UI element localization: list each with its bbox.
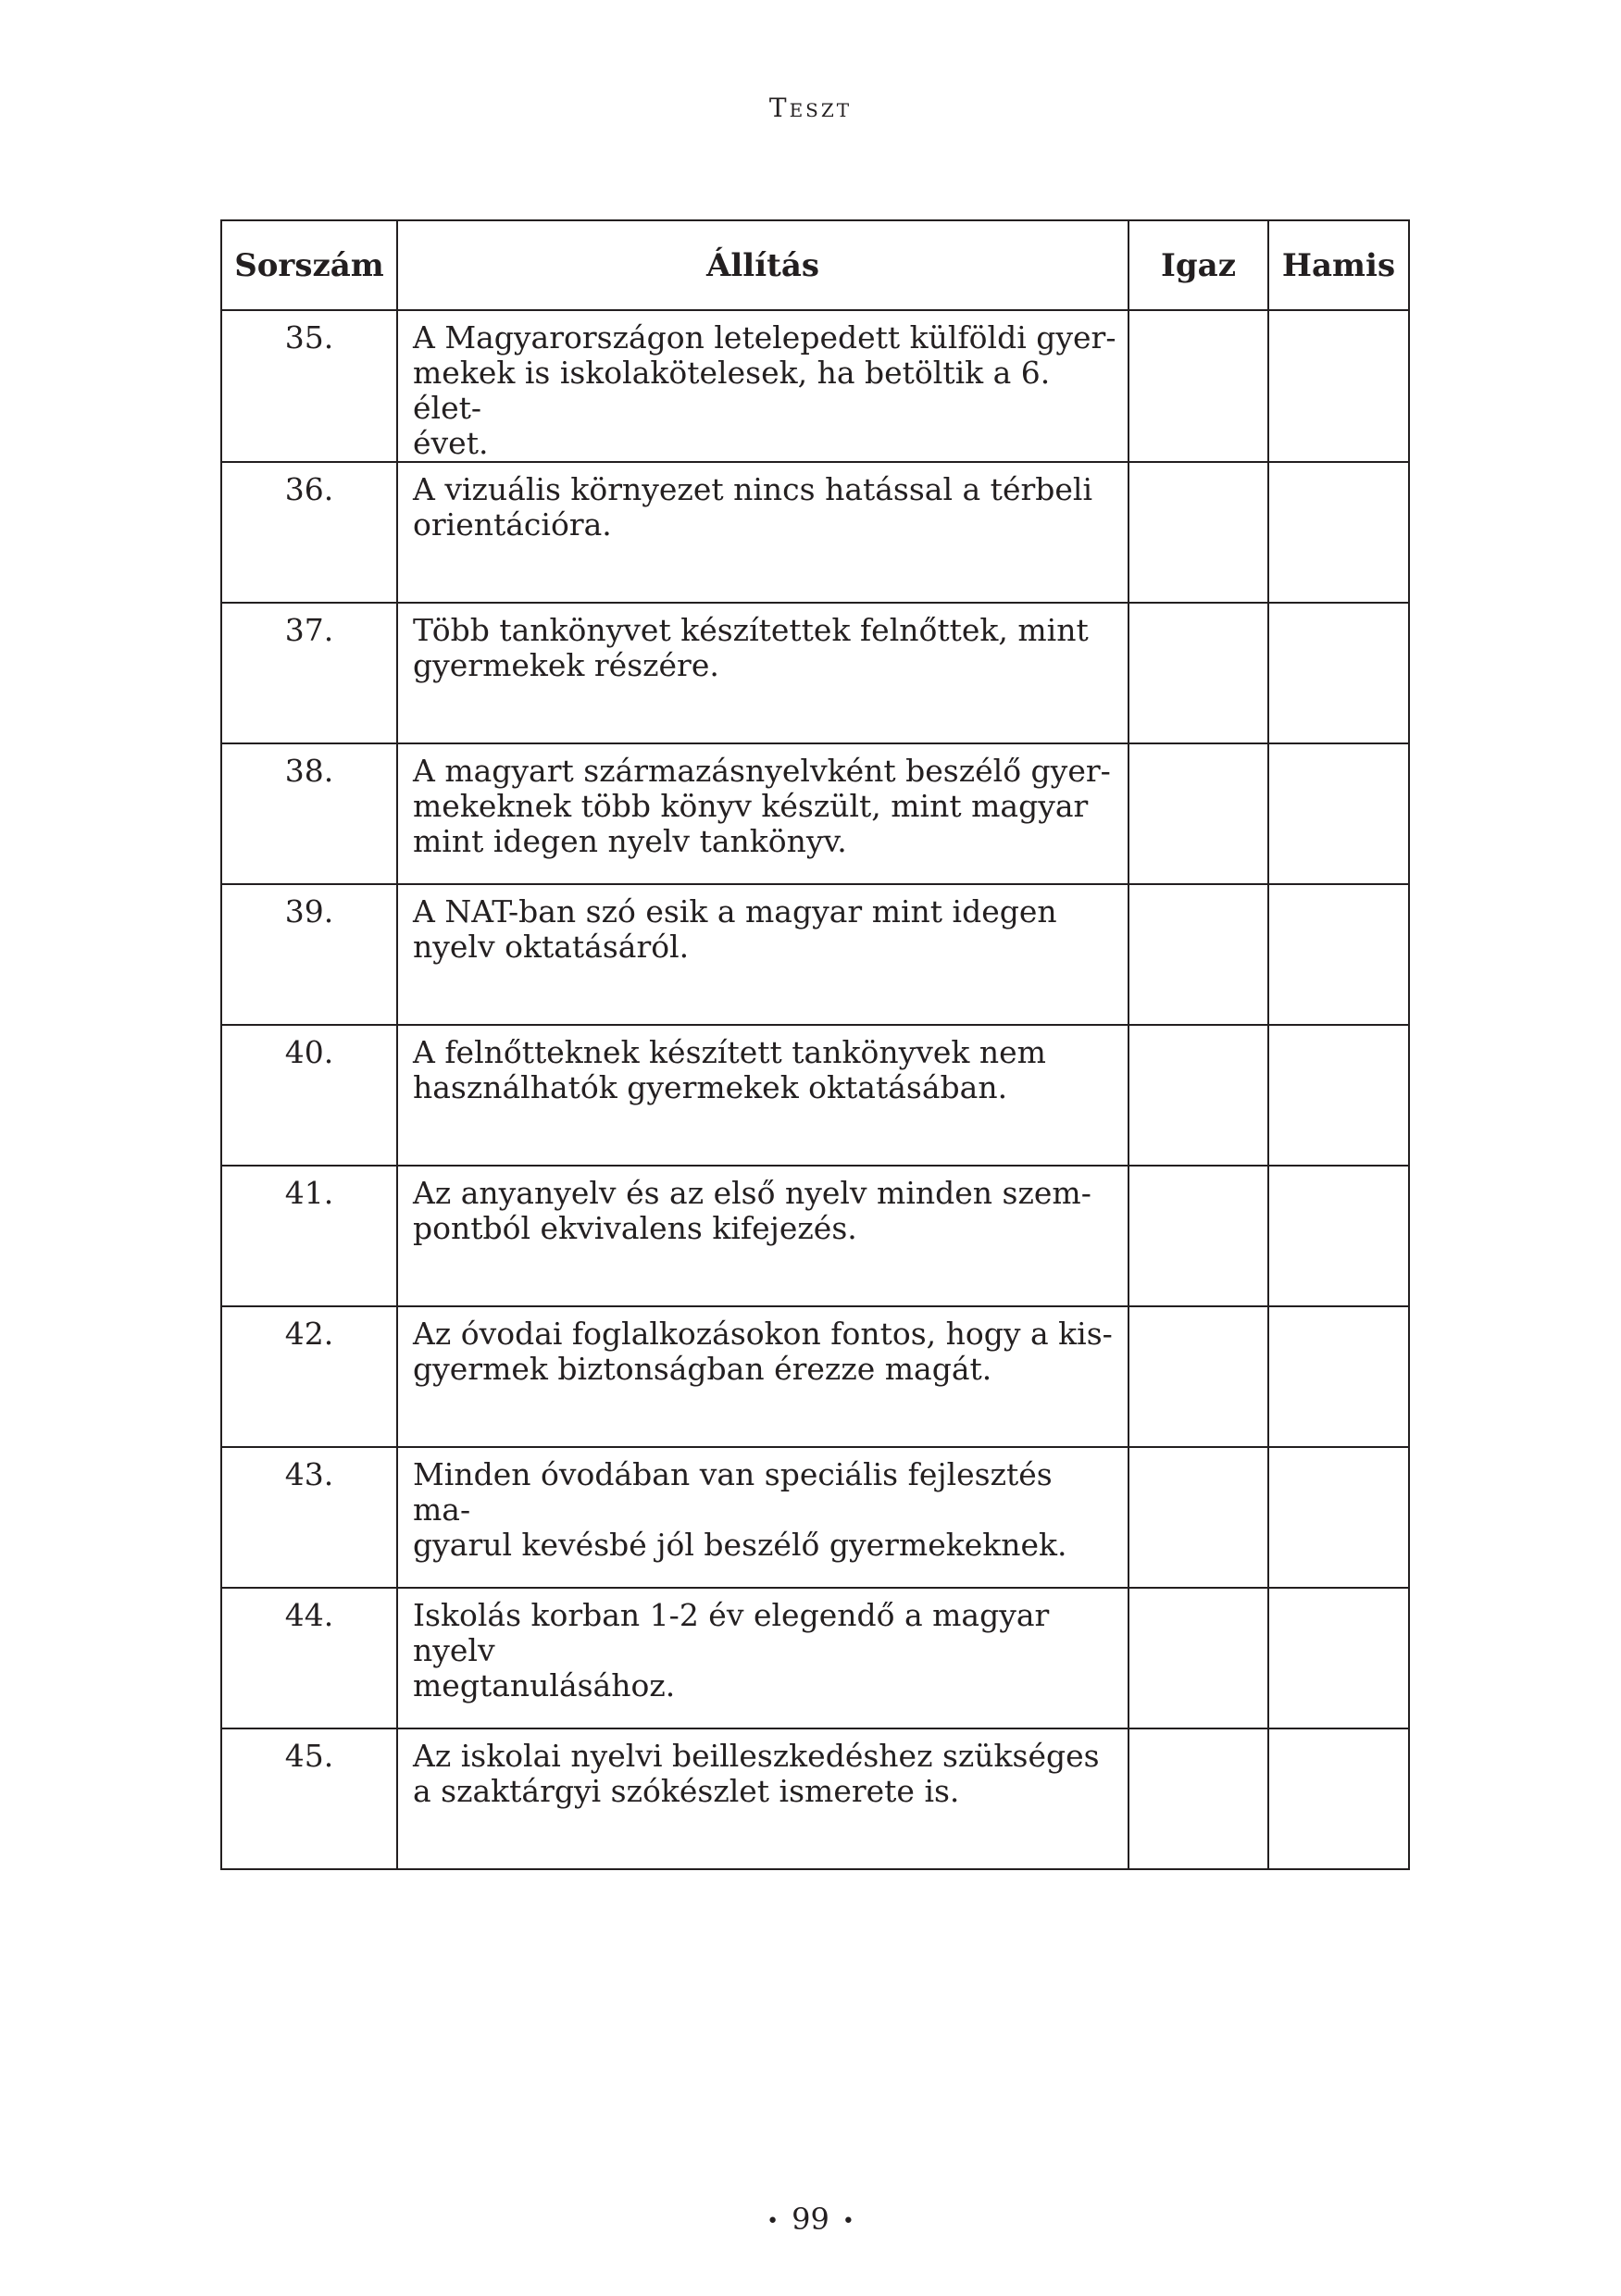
bullet-ornament-left: • <box>767 2210 779 2233</box>
answer-false-cell[interactable] <box>1268 310 1409 462</box>
item-number: 35. <box>221 310 397 462</box>
item-number: 42. <box>221 1306 397 1447</box>
answer-false-cell[interactable] <box>1268 462 1409 603</box>
item-number: 43. <box>221 1447 397 1588</box>
item-number: 39. <box>221 884 397 1025</box>
answer-false-cell[interactable] <box>1268 1728 1409 1869</box>
col-header-false: Hamis <box>1268 220 1409 310</box>
table-row <box>221 743 1409 884</box>
statement-text: Több tankönyvet készítettek felnőttek, mint gyermekek részére. <box>397 603 1128 743</box>
table-body <box>221 310 1409 1869</box>
bullet-ornament-right: • <box>842 2210 854 2233</box>
true-false-table <box>220 219 1410 1870</box>
answer-false-cell[interactable] <box>1268 1025 1409 1166</box>
table-row <box>221 310 1409 462</box>
item-number: 41. <box>221 1166 397 1306</box>
statement-text: A felnőtteknek készített tankönyvek nem használhatók gyermekek oktatásában. <box>397 1025 1128 1166</box>
col-header-number: Sorszám <box>221 220 397 310</box>
answer-true-cell[interactable] <box>1128 743 1268 884</box>
item-number: 45. <box>221 1728 397 1869</box>
item-number: 36. <box>221 462 397 603</box>
answer-true-cell[interactable] <box>1128 1166 1268 1306</box>
answer-false-cell[interactable] <box>1268 1166 1409 1306</box>
answer-false-cell[interactable] <box>1268 1447 1409 1588</box>
answer-false-cell[interactable] <box>1268 1306 1409 1447</box>
statement-text: Az anyanyelv és az első nyelv minden szem- pontból ekvivalens kifejezés. <box>397 1166 1128 1306</box>
table-row <box>221 1025 1409 1166</box>
table-row <box>221 1166 1409 1306</box>
answer-true-cell[interactable] <box>1128 1025 1268 1166</box>
page-number-footer <box>0 2202 1621 2237</box>
answer-false-cell[interactable] <box>1268 884 1409 1025</box>
item-number: 38. <box>221 743 397 884</box>
table-row <box>221 884 1409 1025</box>
table-row <box>221 1588 1409 1728</box>
statement-text: Minden óvodában van speciális fejlesztés ma- gyarul kevésbé jól beszélő gyermekeknek. <box>397 1447 1128 1588</box>
table-row <box>221 1306 1409 1447</box>
statement-text: Iskolás korban 1-2 év elegendő a magyar nyelv megtanulásához. <box>397 1588 1128 1728</box>
running-head: Teszt <box>768 93 853 123</box>
table-header-row <box>221 220 1409 310</box>
statement-text: Az óvodai foglalkozásokon fontos, hogy a kis- gyermek biztonságban érezze magát. <box>397 1306 1128 1447</box>
statement-text: A vizuális környezet nincs hatással a térbeli orientációra. <box>397 462 1128 603</box>
item-number: 44. <box>221 1588 397 1728</box>
statement-text: A magyart származásnyelvként beszélő gyer- mekeknek több könyv készült, mint magyar mint idegen nyelv tankönyv. <box>397 743 1128 884</box>
col-header-true: Igaz <box>1128 220 1268 310</box>
answer-false-cell[interactable] <box>1268 1588 1409 1728</box>
item-number: 40. <box>221 1025 397 1166</box>
statement-text: Az iskolai nyelvi beilleszkedéshez szükséges a szaktárgyi szókészlet ismerete is. <box>397 1728 1128 1869</box>
col-header-statement: Állítás <box>397 220 1128 310</box>
answer-true-cell[interactable] <box>1128 310 1268 462</box>
answer-true-cell[interactable] <box>1128 603 1268 743</box>
statement-text: A NAT-ban szó esik a magyar mint idegen nyelv oktatásáról. <box>397 884 1128 1025</box>
answer-true-cell[interactable] <box>1128 1588 1268 1728</box>
answer-false-cell[interactable] <box>1268 743 1409 884</box>
answer-false-cell[interactable] <box>1268 603 1409 743</box>
table-row <box>221 462 1409 603</box>
answer-true-cell[interactable] <box>1128 462 1268 603</box>
answer-true-cell[interactable] <box>1128 1728 1268 1869</box>
answer-true-cell[interactable] <box>1128 884 1268 1025</box>
page-number: 99 <box>792 2202 829 2237</box>
table-row <box>221 1447 1409 1588</box>
answer-true-cell[interactable] <box>1128 1306 1268 1447</box>
table-row <box>221 603 1409 743</box>
item-number: 37. <box>221 603 397 743</box>
answer-true-cell[interactable] <box>1128 1447 1268 1588</box>
statement-text: A Magyarországon letelepedett külföldi gyer- mekek is iskolakötelesek, ha betöltik a 6. élet- évet. <box>397 310 1128 462</box>
table-row <box>221 1728 1409 1869</box>
